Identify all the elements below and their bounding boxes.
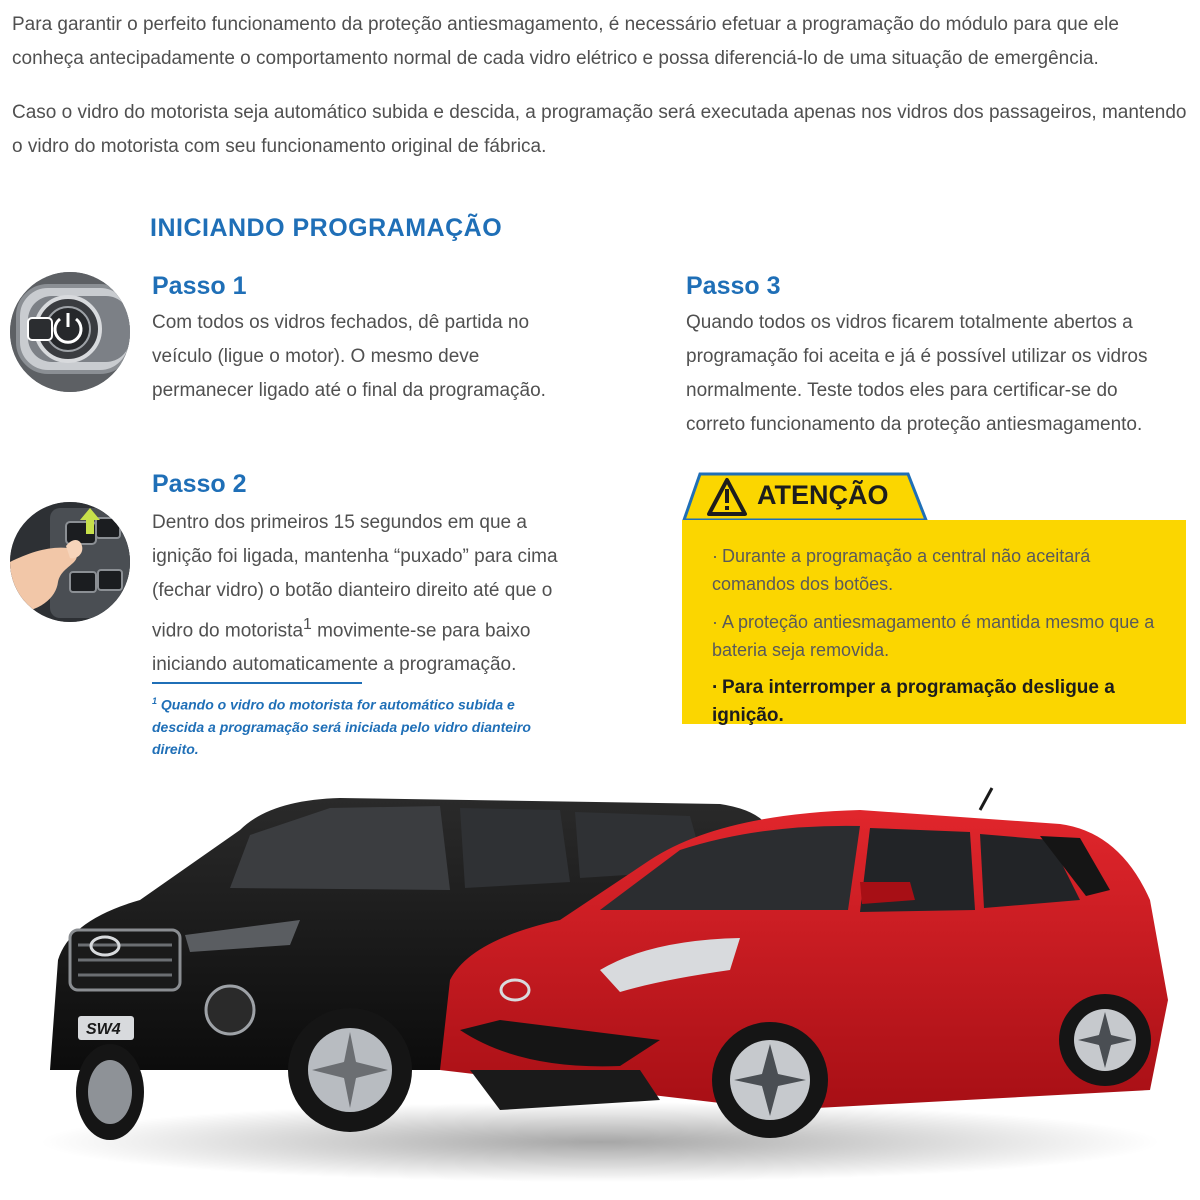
step-1-text: Com todos os vidros fechados, dê partida no veículo (ligue o motor). O mesmo deve permanecer ligado até o final da programação.	[152, 312, 546, 401]
attention-box	[682, 520, 1186, 724]
hatch-rear-wheel	[1059, 994, 1151, 1086]
step-2-text	[152, 506, 572, 682]
step-2-footnote-mark: 1	[303, 616, 312, 633]
footnote	[152, 690, 552, 760]
attention-item-2: · A proteção antiesmagamento é mantida mesmo que a bateria seja removida.	[712, 612, 1155, 660]
footnote-divider	[152, 682, 362, 684]
step-1-title: Passo 1	[152, 272, 247, 300]
suv-left-wheel	[76, 1044, 144, 1140]
suv-front-wheel	[288, 1008, 412, 1132]
hatch-front-wheel	[712, 1022, 828, 1138]
attention-item-1-text: Durante a programação a central não aceitará comandos dos botões.	[712, 546, 1091, 594]
step-2-text-after: movimente-se para baixo iniciando automaticamente a programação.	[152, 620, 531, 676]
step-3-title: Passo 3	[686, 272, 781, 300]
intro-paragraph-2: Caso o vidro do motorista seja automático subida e descida, a programação será executada apenas nos vidros dos passageiros, mantendo o vidro do motorista com seu funcionamento original de fábrica.	[12, 102, 1187, 157]
ignition-button-icon	[10, 272, 130, 392]
attention-item-3-text: Para interromper a programação desligue a ignição.	[712, 677, 1115, 726]
window-switch-finger-icon	[10, 502, 130, 622]
attention-title: ATENÇÃO	[757, 480, 889, 510]
attention-item-2-text: A proteção antiesmagamento é mantida mesmo que a bateria seja removida.	[712, 612, 1155, 660]
footnote-mark: 1	[152, 696, 158, 706]
cars-image	[0, 770, 1200, 1200]
footnote-text: Quando o vidro do motorista for automático subida e descida a programação será iniciada pelo vidro dianteiro direito.	[152, 696, 531, 757]
step-2-text-before: Dentro dos primeiros 15 segundos em que a ignição foi ligada, mantenha “puxado” para cima (fechar vidro) o botão dianteiro direito até que o vidro do motorista	[152, 512, 558, 642]
suv-badge: SW4	[86, 1021, 121, 1038]
attention-item-3: · Para interromper a programação desligue a ignição.	[712, 677, 1115, 726]
section-title: INICIANDO PROGRAMAÇÃO	[150, 214, 503, 242]
attention-item-1: · Durante a programação a central não aceitará comandos dos botões.	[712, 546, 1091, 594]
intro-paragraph-1: Para garantir o perfeito funcionamento da proteção antiesmagamento, é necessário efetuar a programação do módulo para que ele conheça antecipadamente o comportamento normal de cada vidro elétrico e possa diferenciá-lo de uma situação de emergência.	[12, 14, 1119, 69]
step-2-title: Passo 2	[152, 470, 247, 498]
step-3-text: Quando todos os vidros ficarem totalmente abertos a programação foi aceita e já é possível utilizar os vidros normalmente. Teste todos eles para certificar-se do correto funcionamento da proteção antiesmagamento.	[686, 312, 1148, 435]
